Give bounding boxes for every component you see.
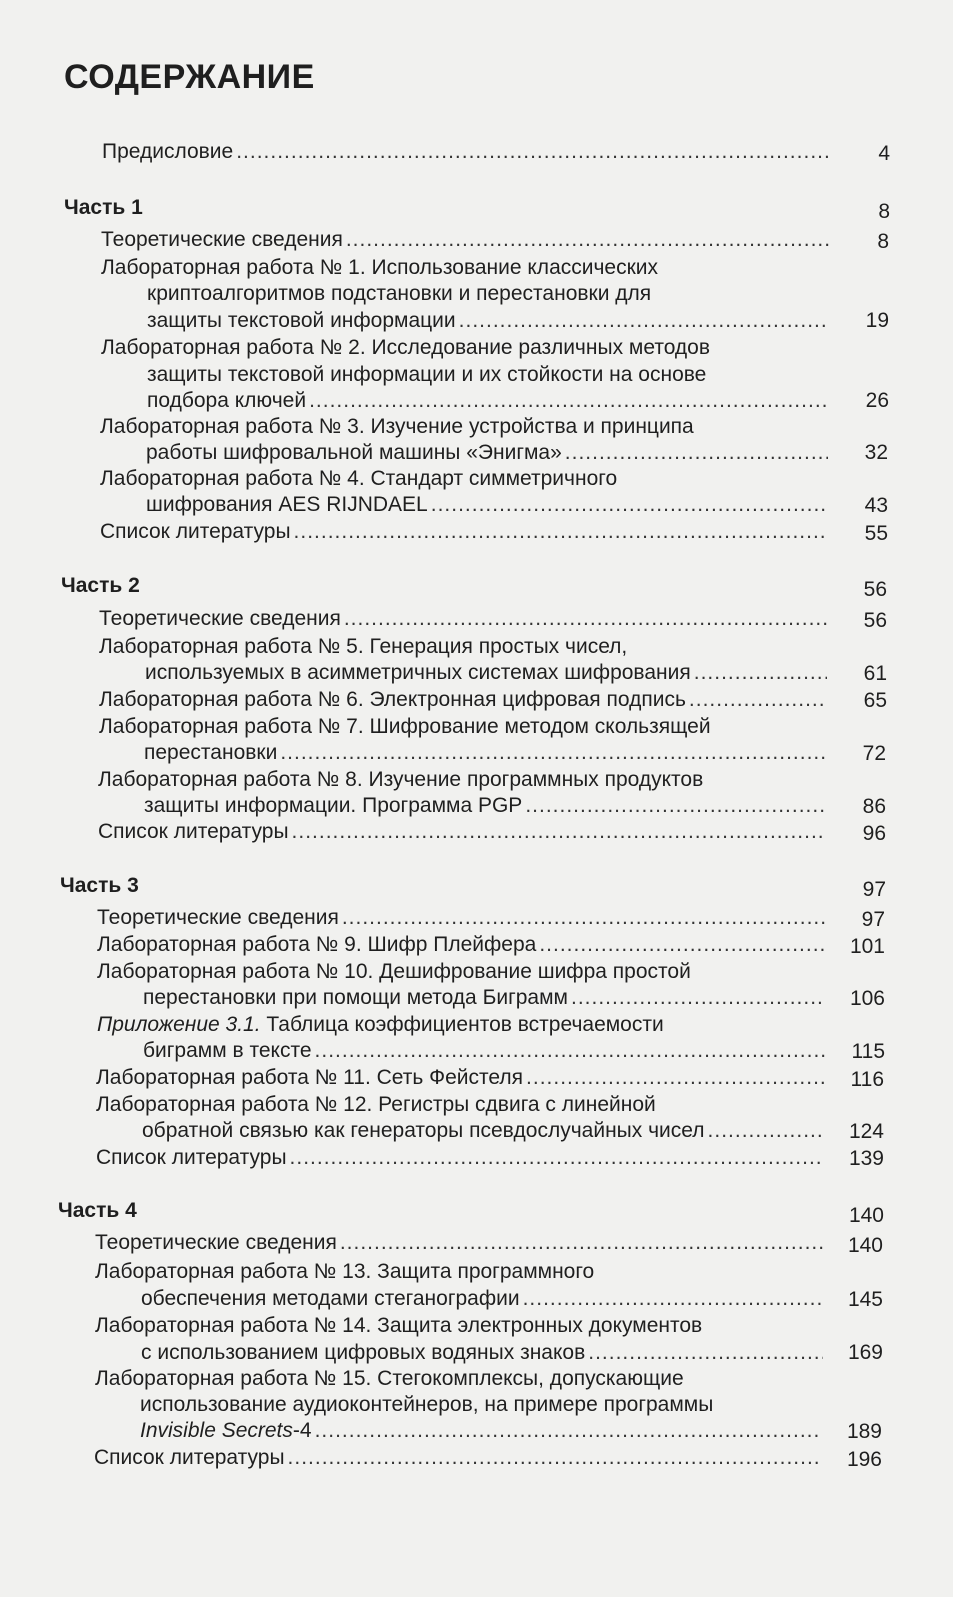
toc-entry-line [97,906,827,930]
toc-entry-text: Лабораторная работа № 13. Защита программного [95,1260,595,1283]
toc-entry-text: Теоретические сведения [99,607,341,630]
part-heading [60,874,139,898]
dot-leader [459,309,829,333]
toc-entry-line [97,1013,664,1037]
toc-entry-text: защиты информации. Программа PGP [144,794,523,817]
page-number: 56 [863,609,887,632]
toc-entry-line [140,1393,713,1417]
page-number: 8 [877,230,889,253]
toc-entry-text: защиты текстовой информации и их стойкости на основе [147,363,707,386]
toc-entry-line [97,933,827,957]
toc-entry-line [145,661,829,685]
toc-entry-text: обратной связью как генераторы псевдослучайных чисел [142,1119,705,1142]
toc-entry-text: использование аудиоконтейнеров, на примере программы [140,1393,714,1416]
toc-entry-italic-text: Invisible Secrets [140,1419,293,1442]
toc-entry-text: Лабораторная работа № 9. Шифр Плейфера [97,933,537,956]
toc-entry-line [98,768,703,792]
toc-entry-text: биграмм в тексте [143,1039,312,1062]
part-heading-text: Часть 2 [61,574,140,597]
dot-leader [340,1231,823,1255]
page-number: 124 [848,1120,884,1143]
toc-entry-line [142,1119,826,1143]
toc-entry-line [147,363,706,387]
toc-entry-text: криптоалгоритмов подстановки и перестановки для [147,282,652,305]
toc-entry-text: Теоретические сведения [97,906,339,929]
toc-entry-text: Лабораторная работа № 7. Шифрование методом скользящей [99,715,711,738]
dot-leader [342,906,825,930]
page-number: 56 [863,578,887,601]
dot-leader [565,441,828,465]
toc-entry-text: Лабораторная работа № 2. Исследование различных методов [101,336,711,359]
toc-entry-text: шифрования AES RIJNDAEL [146,493,428,516]
page-number: 140 [848,1204,884,1227]
toc-entry-line [95,1367,684,1391]
toc-entry-text: защиты текстовой информации [147,309,456,332]
page-number: 140 [847,1234,883,1257]
toc-entry-line [95,1260,594,1284]
toc-entry-text: Лабораторная работа № 15. Стегокомплексы, допускающие [95,1367,684,1390]
dot-leader [294,520,828,544]
toc-entry-text: Список литературы [100,520,291,543]
dot-leader [290,1146,824,1170]
toc-entry-line [95,1231,825,1255]
toc-entry-text: Лабораторная работа № 5. Генерация простых чисел, [99,635,628,658]
toc-entry-text: обеспечения методами стеганографии [141,1287,520,1310]
part-heading [64,196,143,220]
toc-entry-text: Лабораторная работа № 4. Стандарт симметричного [100,467,618,490]
toc-entry-line [100,415,694,439]
page-number: 32 [864,441,888,464]
toc-entry-line [100,467,617,491]
dot-leader [526,1066,824,1090]
toc-entry-text: Лабораторная работа № 8. Изучение программных продуктов [98,768,704,791]
toc-entry-line [141,1287,825,1311]
page-title: СОДЕРЖАНИЕ [64,58,315,96]
page-number: 86 [862,795,886,818]
toc-entry-line [143,986,827,1010]
page-number: 97 [862,878,886,901]
page-number: 26 [865,389,889,412]
toc-entry-line [97,960,691,984]
toc-entry-line [99,715,711,739]
page-number: 96 [862,822,886,845]
part-heading [58,1199,137,1223]
toc-entry-line [96,1146,826,1170]
dot-leader [315,1419,822,1443]
toc-entry-text: Лабораторная работа № 6. Электронная цифровая подпись [99,688,686,711]
toc-entry-line [96,1093,656,1117]
toc-entry-line [141,1341,825,1365]
toc-entry-line [147,282,651,306]
page-number: 139 [848,1147,884,1170]
page-number: 8 [878,200,890,223]
toc-entry-line [101,256,658,280]
toc-entry-text: Лабораторная работа № 14. Защита электронных документов [95,1314,703,1337]
toc-entry-text: Лабораторная работа № 11. Сеть Фейстеля [96,1066,524,1089]
toc-entry-line [102,140,832,164]
toc-entry-text: Лабораторная работа № 3. Изучение устройства и принципа [100,415,694,438]
dot-leader [588,1341,823,1365]
toc-entry-line [140,1419,824,1443]
toc-entry-text: Лабораторная работа № 1. Использование классических [101,256,659,279]
page-number: 19 [865,309,889,332]
dot-leader [689,688,827,712]
toc-entry-text: Приложение 3.1. Таблица коэффициентов встречаемости [97,1013,664,1036]
toc-entry-text: Список литературы [96,1146,287,1169]
toc-entry-line [146,493,830,517]
part-heading [61,574,140,598]
toc-entry-line [100,520,830,544]
dot-leader [280,741,826,765]
toc-entry-line [101,336,710,360]
toc-entry-line [94,1446,824,1470]
page-number: 101 [849,935,885,958]
toc-entry-text: используемых в асимметричных системах шифрования [145,661,691,684]
toc-entry-line [96,1066,826,1090]
dot-leader [571,986,825,1010]
toc-entry-text: работы шифровальной машины «Энигма» [146,441,562,464]
toc-entry-line [147,309,831,333]
toc-entry-line [99,607,829,631]
dot-leader [292,820,826,844]
toc-entry-text: Предисловие [102,140,234,163]
dot-leader [523,1287,823,1311]
dot-leader [525,794,826,818]
toc-entry-line [143,1039,827,1063]
page-number: 106 [849,987,885,1010]
toc-entry-text: подбора ключей [147,389,307,412]
toc-entry-line [146,441,830,465]
toc-entry-text: Лабораторная работа № 10. Дешифрование шифра простой [97,960,691,983]
toc-entry-line [144,741,828,765]
dot-leader [694,661,827,685]
toc-entry-line [99,635,627,659]
toc-entry-text: перестановки [144,741,278,764]
toc-entry-line [101,228,831,252]
toc-entry-line [98,820,828,844]
page-number: 61 [863,662,887,685]
page-number: 72 [862,742,886,765]
toc-entry-text: Список литературы [94,1446,285,1469]
toc-entry-line [95,1314,702,1338]
page-number: 65 [863,689,887,712]
part-heading-text: Часть 4 [58,1199,137,1222]
dot-leader [708,1119,824,1143]
toc-entry-text: Теоретические сведения [95,1231,337,1254]
page-number: 169 [847,1341,883,1364]
dot-leader [309,389,829,413]
toc-entry-line [147,389,831,413]
page-number: 115 [851,1040,885,1063]
page-number: 43 [864,494,888,517]
toc-entry-text: Лабораторная работа № 12. Регистры сдвига с линейной [96,1093,656,1116]
dot-leader [431,493,828,517]
page-number: 189 [846,1420,882,1443]
page-number: 4 [878,142,890,165]
page-number: 97 [861,908,885,931]
dot-leader [346,228,829,252]
page-number: 145 [847,1288,883,1311]
part-heading-text: Часть 3 [60,874,139,897]
dot-leader [236,140,830,164]
page-number: 196 [846,1448,882,1471]
toc-entry-text: Список литературы [98,820,289,843]
part-heading-text: Часть 1 [64,196,143,219]
page-number: 116 [850,1068,884,1091]
toc-entry-text: перестановки при помощи метода Биграмм [143,986,568,1009]
dot-leader [288,1446,822,1470]
dot-leader [539,933,825,957]
toc-entry-text: Invisible Secrets-4 [140,1419,312,1442]
toc-entry-line [144,794,828,818]
dot-leader [344,607,827,631]
page-number: 55 [864,522,888,545]
toc-entry-italic-text: Приложение 3.1. [97,1013,261,1036]
toc-entry-line [99,688,829,712]
dot-leader [315,1039,825,1063]
toc-entry-text: Теоретические сведения [101,228,343,251]
toc-entry-text: с использованием цифровых водяных знаков [141,1341,586,1364]
